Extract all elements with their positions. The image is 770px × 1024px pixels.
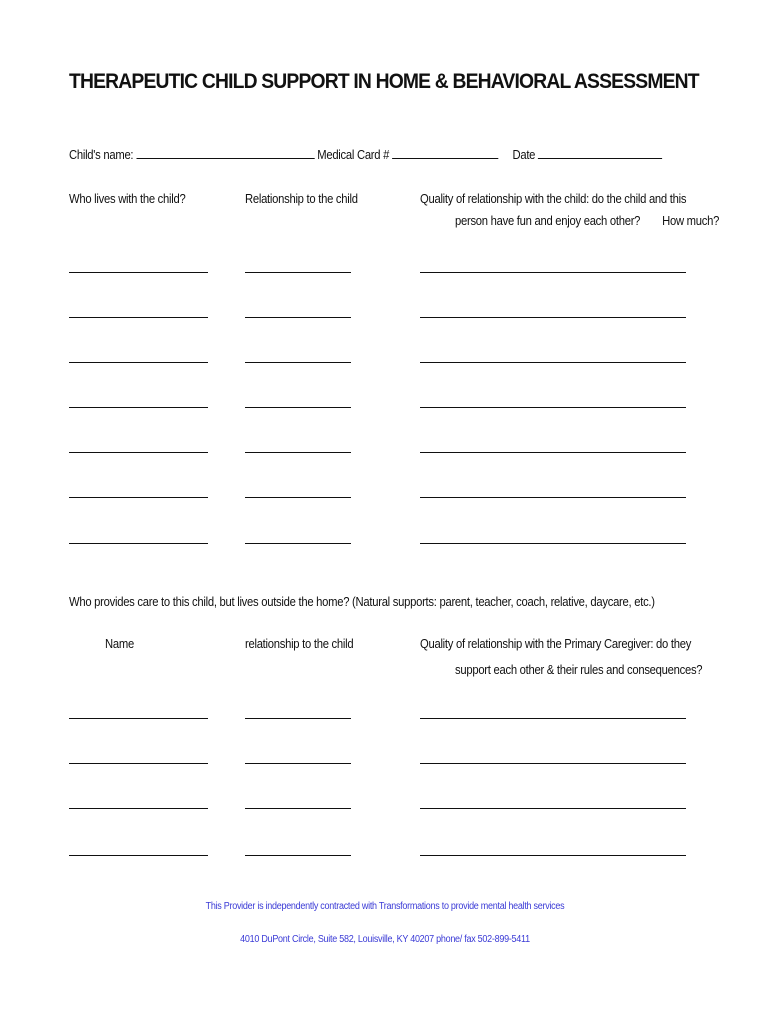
outside-col3-header-line1: Quality of relationship with the Primary Caregiver: do they (420, 637, 692, 651)
outside-col3-header-line2: support each other & their rules and consequences? (455, 663, 703, 677)
household-name-line[interactable] (69, 407, 208, 408)
household-col2-header: Relationship to the child (245, 192, 358, 206)
outside-name-line[interactable] (69, 855, 208, 856)
medical-card-label: Medical Card # (317, 148, 390, 162)
outside-relationship-line[interactable] (245, 718, 351, 719)
household-col3-header-line2 (455, 214, 719, 228)
household-relationship-line[interactable] (245, 452, 351, 453)
household-relationship-line[interactable] (245, 407, 351, 408)
household-name-line[interactable] (69, 317, 208, 318)
household-quality-line[interactable] (420, 317, 686, 318)
household-name-line[interactable] (69, 362, 208, 363)
household-quality-line[interactable] (420, 407, 686, 408)
household-relationship-line[interactable] (245, 317, 351, 318)
form-title: THERAPEUTIC CHILD SUPPORT IN HOME & BEHAVIORAL ASSESSMENT (69, 70, 699, 93)
date-label: Date (512, 148, 536, 162)
household-col1-header: Who lives with the child? (69, 192, 186, 206)
household-col3-header-line1: Quality of relationship with the child: do the child and this (420, 192, 687, 206)
household-name-line[interactable] (69, 497, 208, 498)
outside-quality-line[interactable] (420, 718, 686, 719)
household-quality-line[interactable] (420, 362, 686, 363)
household-relationship-line[interactable] (245, 497, 351, 498)
outside-col1-header: Name (105, 637, 134, 651)
household-col3-header-line2a: person have fun and enjoy each other? (455, 214, 641, 228)
household-quality-line[interactable] (420, 497, 686, 498)
outside-relationship-line[interactable] (245, 763, 351, 764)
household-quality-line[interactable] (420, 272, 686, 273)
childs-name-field[interactable] (136, 146, 314, 159)
outside-name-line[interactable] (69, 808, 208, 809)
outside-quality-line[interactable] (420, 763, 686, 764)
footer-address: 4010 DuPont Circle, Suite 582, Louisville, KY 40207 phone/ fax 502-899-5411 (240, 934, 530, 945)
date-field[interactable] (538, 146, 662, 159)
household-name-line[interactable] (69, 543, 208, 544)
outside-relationship-line[interactable] (245, 855, 351, 856)
household-relationship-line[interactable] (245, 272, 351, 273)
outside-quality-line[interactable] (420, 808, 686, 809)
footer-disclaimer: This Provider is independently contracted with Transformations to provide mental health services (205, 901, 565, 912)
household-name-line[interactable] (69, 272, 208, 273)
household-quality-line[interactable] (420, 452, 686, 453)
outside-col2-header: relationship to the child (245, 637, 354, 651)
household-relationship-line[interactable] (245, 362, 351, 363)
outside-quality-line[interactable] (420, 855, 686, 856)
household-quality-line[interactable] (420, 543, 686, 544)
outside-name-line[interactable] (69, 718, 208, 719)
header-fields-row (69, 146, 662, 162)
outside-relationship-line[interactable] (245, 808, 351, 809)
outside-name-line[interactable] (69, 763, 208, 764)
household-relationship-line[interactable] (245, 543, 351, 544)
household-col3-header-line2b: How much? (662, 214, 720, 228)
childs-name-label: Child's name: (69, 148, 134, 162)
medical-card-field[interactable] (392, 146, 498, 159)
household-name-line[interactable] (69, 452, 208, 453)
outside-question: Who provides care to this child, but lives outside the home? (Natural supports: parent, teacher, coach, relative, daycare, etc.) (69, 595, 655, 609)
